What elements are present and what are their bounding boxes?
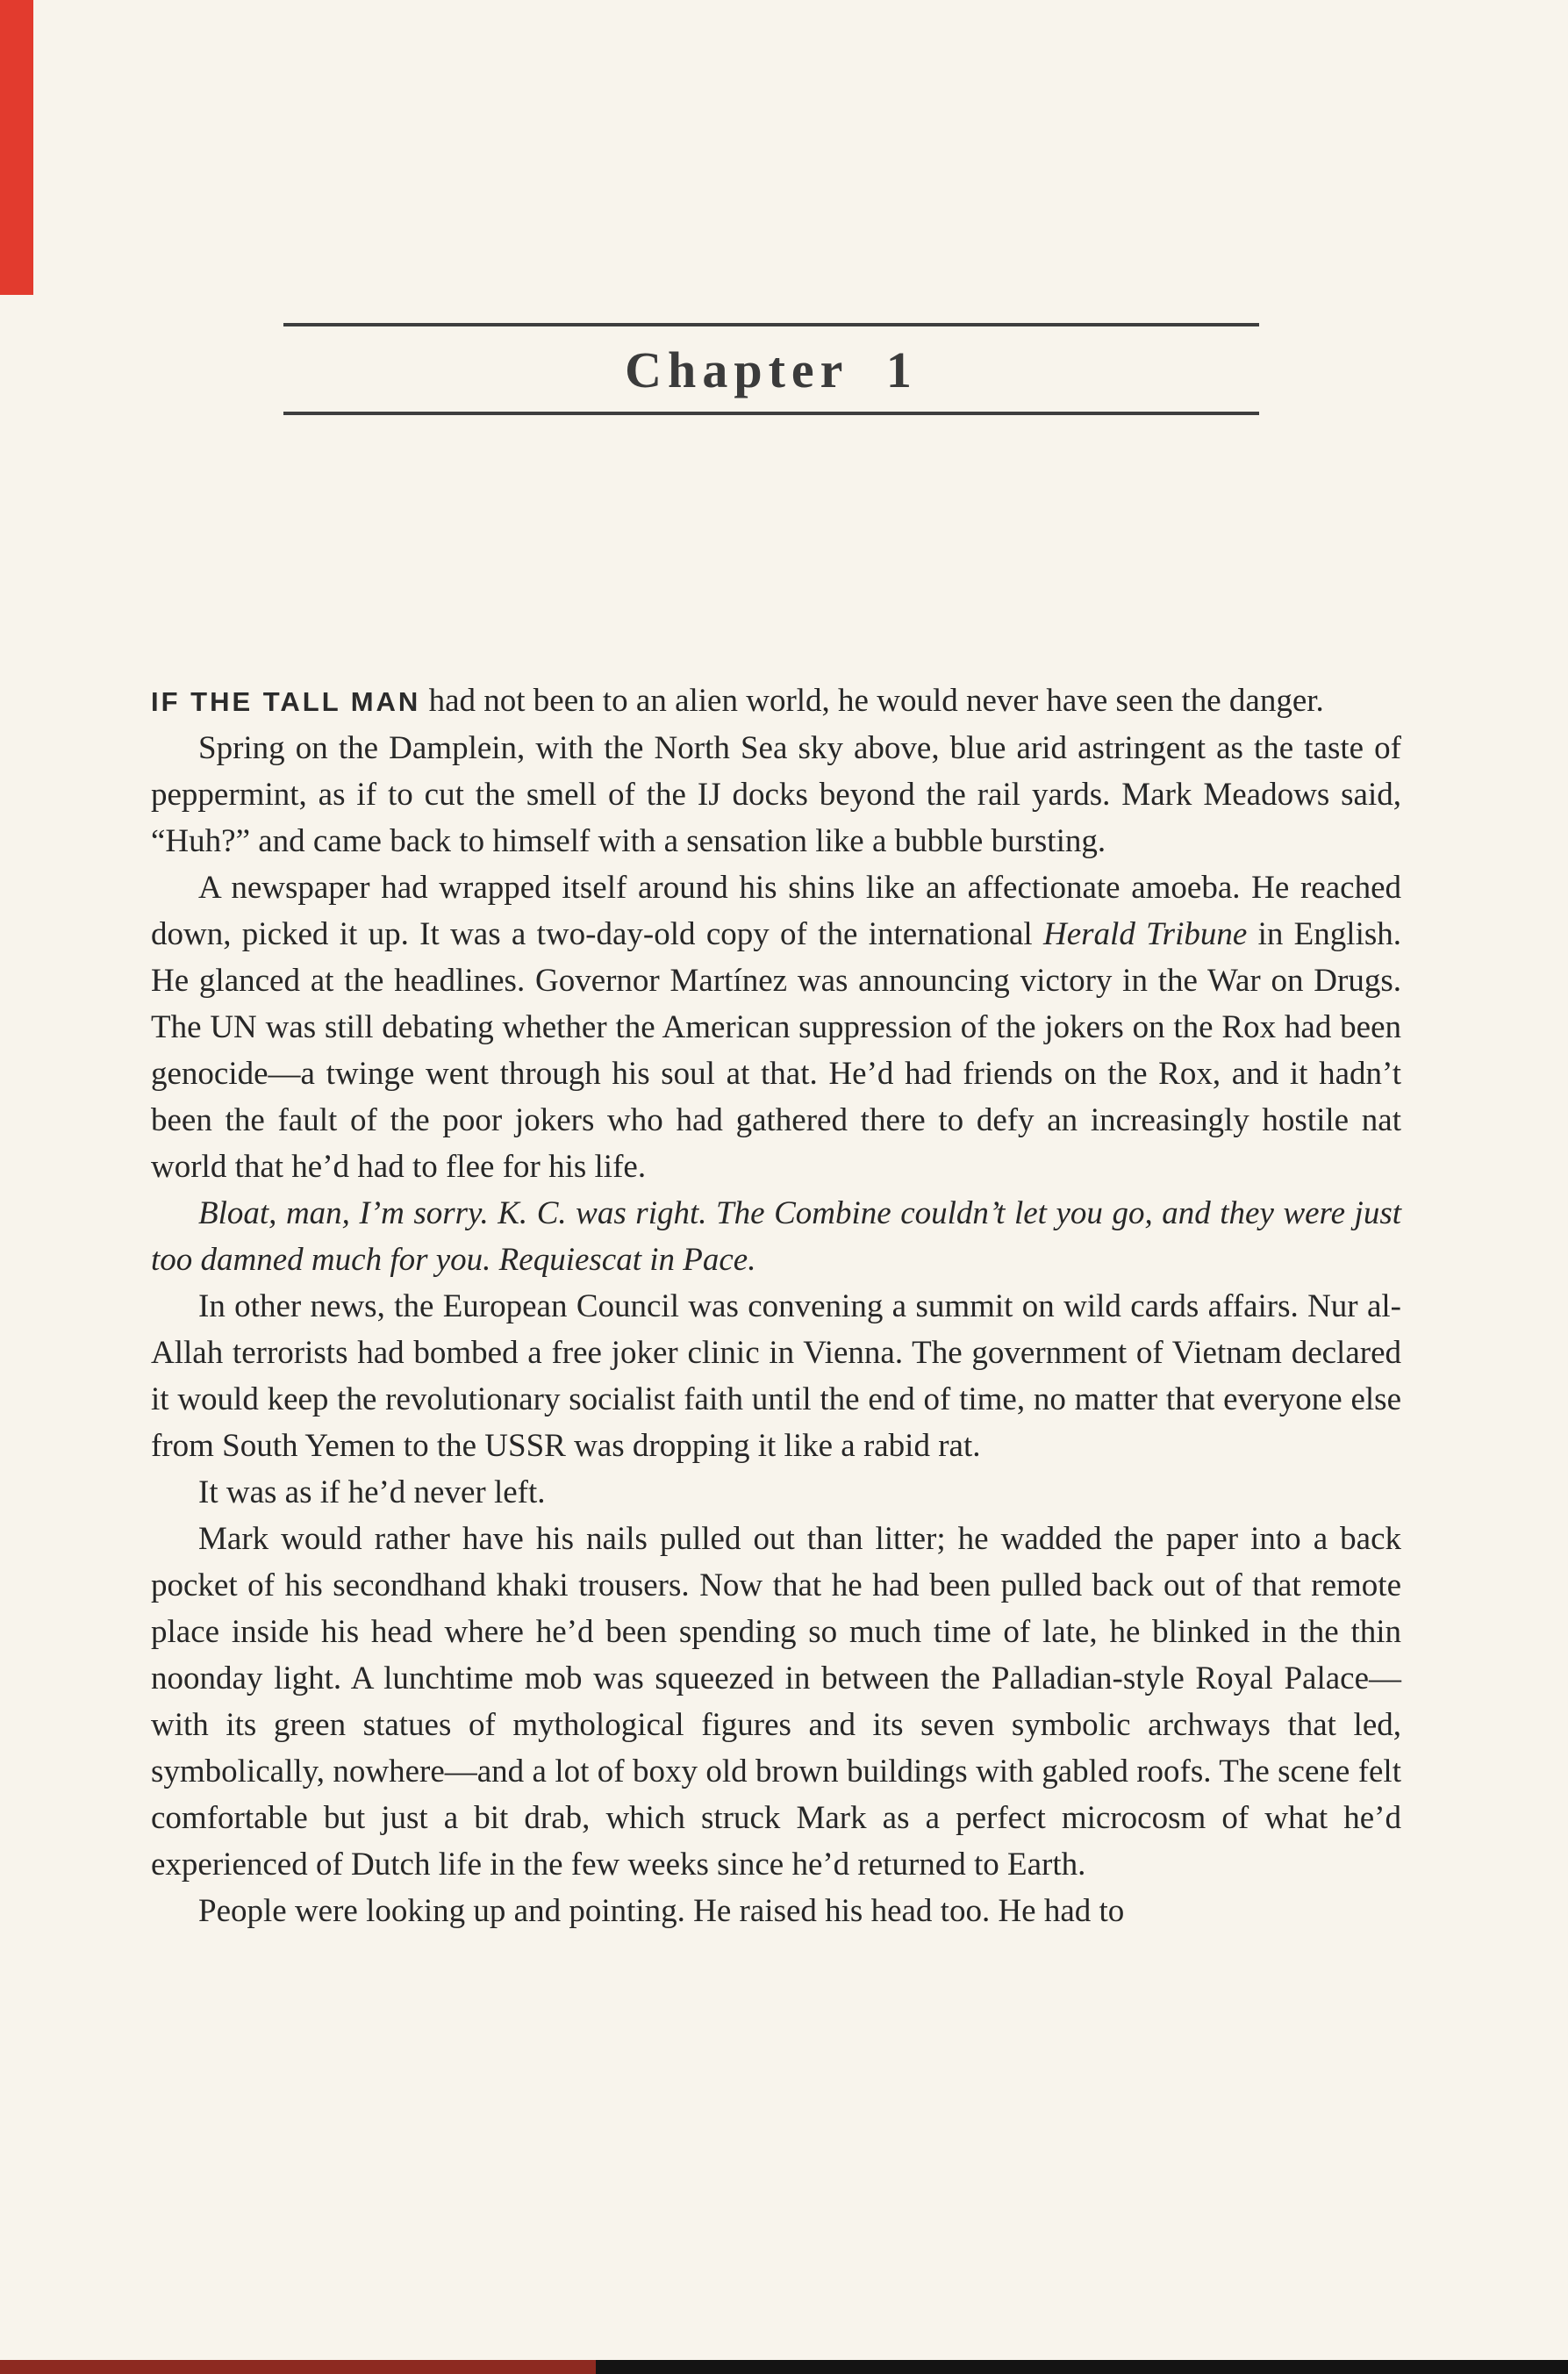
text-segment: had not been to an alien world, he would never have seen the danger.	[420, 683, 1324, 719]
scan-red-edge-mark	[0, 0, 33, 295]
paragraph	[151, 1190, 1401, 1283]
text-segment: Mark would rather have his nails pulled out than litter; he wadded the paper into a back pocket of his secondhand khaki trousers. Now that he had been pulled back out of that remote place inside his head where he’d been spending so much time of late, he blinked in the thin noonday light. A lunchtime mob was squeezed in between the Palladian-style Royal Palace—with its green statues of mythological figures and its seven symbolic archways that led, symbolically, nowhere—and a lot of boxy old brown buildings with gabled roofs. The scene felt comfortable but just a bit drab, which struck Mark as a perfect microcosm of what he’d experienced of Dutch life in the few weeks since he’d returned to Earth.	[151, 1521, 1401, 1883]
heading-rule-top	[283, 323, 1259, 326]
paragraph	[151, 1516, 1401, 1888]
scan-bottom-red-segment	[0, 2360, 596, 2374]
body-text	[151, 678, 1401, 1934]
text-segment: Herald Tribune	[1043, 916, 1248, 952]
heading-rule-bottom	[283, 412, 1259, 415]
paragraph	[151, 1888, 1401, 1934]
paragraph	[151, 864, 1401, 1190]
text-segment: It was as if he’d never left.	[198, 1474, 546, 1510]
text-segment: Bloat, man, I’m sorry. K. C. was right. The Combine couldn’t let you go, and they were just too damned much for you. Requiescat in Pace.	[151, 1195, 1401, 1278]
paragraph	[151, 1283, 1401, 1469]
paragraph	[151, 678, 1401, 725]
text-segment: in English. He glanced at the headlines. Governor Martínez was announcing victory in the War on Drugs. The UN was still debating whether the American suppression of the jokers on the Rox had been genocide—a twinge went through his soul at that. He’d had friends on the Rox, and it hadn’t been the fault of the poor jokers who had gathered there to defy an increasingly hostile nat world that he’d had to flee for his life.	[151, 916, 1401, 1185]
paragraph	[151, 725, 1401, 864]
scan-bottom-edge	[0, 2360, 1568, 2374]
chapter-heading	[283, 323, 1259, 415]
scan-bottom-dark-segment	[596, 2360, 1568, 2374]
text-segment: A newspaper had wrapped itself around his shins like an affectionate amoeba. He reached down, picked it up. It was a two-day-old copy of the international	[151, 870, 1401, 952]
chapter-title: Chapter 1	[625, 341, 918, 398]
text-segment: In other news, the European Council was convening a summit on wild cards affairs. Nur al-Allah terrorists had bombed a free joker clinic in Vienna. The government of Vietnam declared it would keep the revolutionary socialist faith until the end of time, no matter that everyone else from South Yemen to the USSR was dropping it like a rabid rat.	[151, 1288, 1401, 1464]
text-segment: Spring on the Damplein, with the North Sea sky above, blue arid astringent as the taste of peppermint, as if to cut the smell of the IJ docks beyond the rail yards. Mark Meadows said, “Huh?” and came back to himself with a sensation like a bubble bursting.	[151, 730, 1401, 859]
lead-caps-text: IF THE TALL MAN	[151, 686, 421, 717]
paragraph	[151, 1469, 1401, 1516]
text-segment: People were looking up and pointing. He raised his head too. He had to	[198, 1893, 1125, 1929]
